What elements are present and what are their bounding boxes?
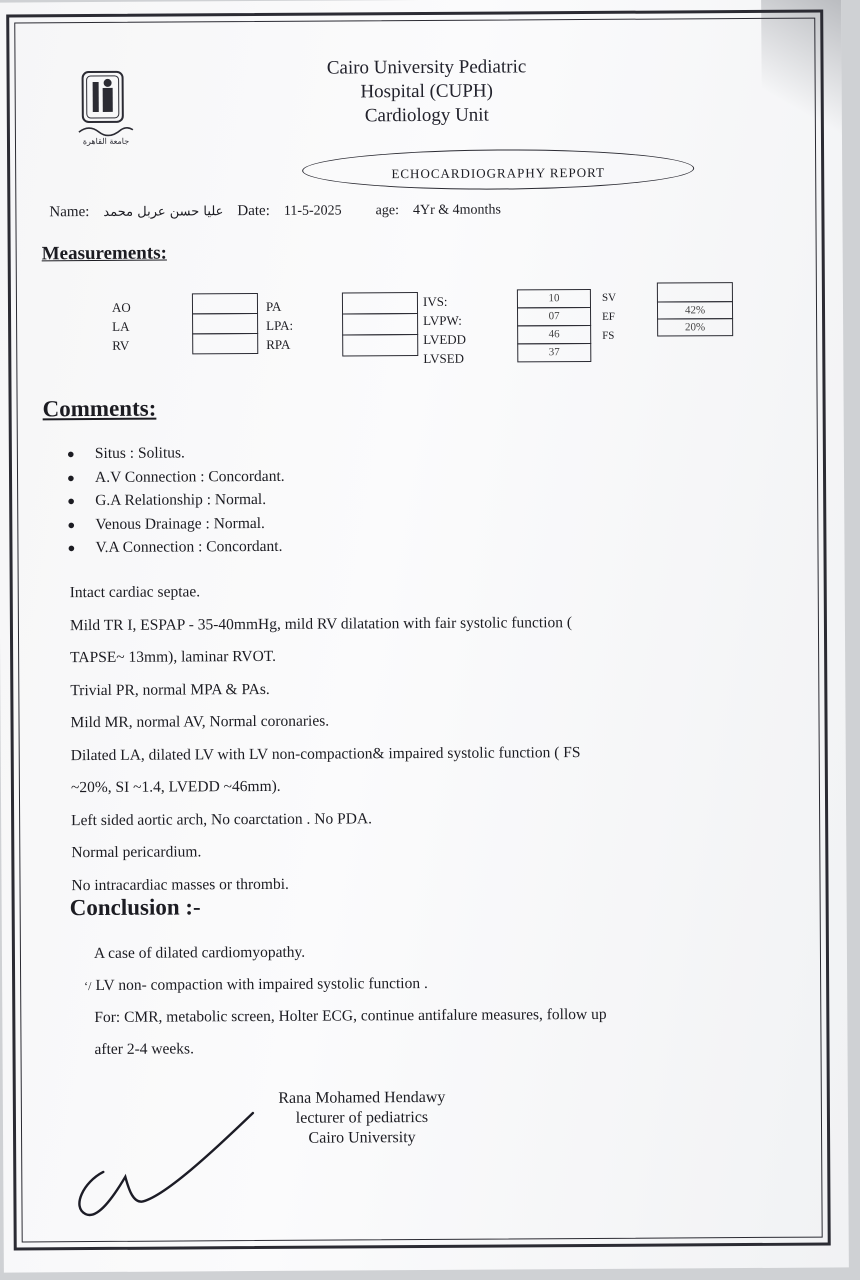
signatory-name: Rana Mohamed Hendawy [278, 1088, 446, 1107]
report-date: 11-5-2025 [283, 203, 342, 219]
label-ivs: IVS: [422, 293, 448, 309]
value-box-pa [342, 292, 418, 314]
date-label: Date: [237, 202, 270, 220]
label-lvedd: LVEDD [423, 331, 467, 347]
name-label: Name: [49, 204, 90, 221]
value-box-la [192, 313, 258, 334]
conclusion-text [84, 934, 795, 1066]
finding-line: Normal pericardium. [71, 843, 202, 862]
list-item: ● G.A Relationship : Normal. [67, 490, 267, 509]
label-ef: EF [602, 310, 615, 323]
label-la: LA [112, 318, 130, 334]
label-lvsed: LVSED [423, 350, 465, 366]
measure-group-2-boxes [342, 292, 418, 356]
report-title: ECHOCARDIOGRAPHY REPORT [391, 164, 605, 182]
age-label: age: [375, 203, 400, 219]
measure-group-function-labels [602, 289, 616, 346]
logo-caption: جامعة القاهرة [82, 136, 130, 147]
measure-group-aorta-labels [112, 298, 131, 355]
value-box-ao [192, 293, 258, 314]
label-rpa: RPA [266, 336, 291, 352]
conclusion-line: after 2-4 weeks. [94, 1040, 194, 1059]
finding-line: No intracardiac masses or thrombi. [71, 875, 289, 894]
conclusion-line: A case of dilated cardiomyopathy. [93, 943, 306, 963]
measure-group-3-boxes [517, 289, 591, 362]
label-rv: RV [112, 337, 130, 353]
hospital-header [246, 55, 606, 129]
handwritten-insert-mark: ʻ/ [84, 979, 92, 994]
value-box-sv [657, 282, 733, 302]
measure-group-4-boxes [657, 282, 733, 336]
finding-line: Trivial PR, normal MPA & PAs. [70, 680, 270, 699]
value-lvedd: 46 [517, 325, 591, 344]
label-sv: SV [601, 291, 617, 304]
label-fs: FS [602, 329, 615, 342]
patient-age: 4Yr & 4months [412, 202, 501, 219]
university-logo [75, 68, 137, 146]
header-line-2: Hospital (CUPH) [360, 80, 493, 103]
finding-line: Left sided aortic arch, No coarctation . No PDA. [71, 809, 373, 829]
value-box-rpa [342, 334, 418, 356]
measure-group-lv-labels [423, 292, 466, 368]
list-item: ● Situs : Solitus. [66, 444, 185, 462]
patient-info-row [49, 202, 501, 222]
value-box-rv [192, 333, 258, 354]
finding-line: Dilated LA, dilated LV with LV non-compaction& impaired systolic function ( FS [70, 743, 581, 764]
finding-line: TAPSE~ 13mm), laminar RVOT. [70, 647, 276, 667]
label-ao: AO [111, 299, 131, 315]
value-fs: 20% [657, 318, 733, 336]
conclusion-title: Conclusion :- [69, 894, 201, 921]
label-pa: PA [265, 298, 282, 314]
comments-bullet-list [67, 441, 285, 560]
signatory-block [253, 1088, 471, 1149]
conclusion-line-with-mark: $^{ʻ/}$ LV non- compaction with impaired systolic function . [84, 974, 428, 995]
list-item: ● V.A Connection : Concordant. [67, 537, 283, 556]
finding-line: Intact cardiac septae. [69, 583, 201, 602]
handwritten-signature [63, 1101, 264, 1232]
list-item: ● Venous Drainage : Normal. [67, 514, 265, 533]
finding-line: Mild TR I, ESPAP - 35-40mmHg, mild RV dilatation with fair systolic function ( [69, 613, 573, 634]
measure-group-pa-labels [266, 297, 293, 354]
value-lvsed: 37 [517, 343, 591, 362]
finding-line: Mild MR, normal AV, Normal coronaries. [70, 712, 330, 732]
measurements-title: Measurements: [41, 242, 167, 265]
comments-title: Comments: [42, 395, 157, 422]
list-item: ● A.V Connection : Concordant. [66, 467, 285, 486]
value-box-lpa [342, 313, 418, 335]
header-line-3: Cardiology Unit [364, 104, 489, 127]
label-lvpw: LVPW: [423, 312, 462, 328]
conclusion-line: For: CMR, metabolic screen, Holter ECG, continue antifalure measures, follow up [94, 1005, 607, 1027]
finding-line: ~20%, SI ~1.4, LVEDD ~46mm). [70, 777, 281, 797]
findings-text [70, 573, 812, 903]
value-ef: 42% [657, 301, 733, 319]
signatory-title: lecturer of pediatrics [295, 1108, 429, 1127]
header-line-1: Cairo University Pediatric [326, 56, 527, 79]
value-ivs: 10 [517, 289, 591, 308]
patient-name: عليا حسن عربل محمد [103, 204, 224, 220]
measure-group-1-boxes [192, 293, 258, 354]
signatory-institution: Cairo University [308, 1129, 416, 1147]
label-lpa: LPA: [266, 317, 294, 333]
value-lvpw: 07 [517, 307, 591, 326]
